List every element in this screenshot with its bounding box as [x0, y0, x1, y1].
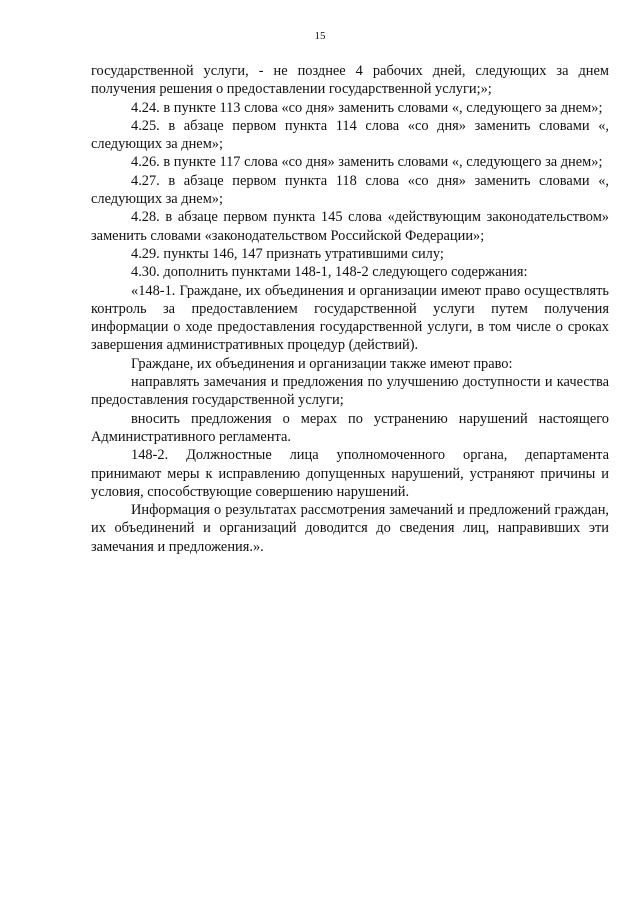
paragraph-continuation: государственной услуги, - не позднее 4 рабочих дней, следующих за днем получения решения о предоставлении государственной услуги;»; — [91, 63, 609, 98]
paragraph-item-4-24: 4.24. в пункте 113 слова «со дня» заменить словами «, следующего за днем»; — [131, 99, 603, 116]
paragraph-item-4-29: 4.29. пункты 146, 147 признать утратившими силу; — [131, 245, 444, 262]
document-body — [91, 62, 609, 556]
paragraph-item-4-28: 4.28. в абзаце первом пункта 145 слова «действующим законодательством» заменить словами «законодательством Российской Федерации»; — [91, 209, 609, 244]
paragraph-148-2: 148-2. Должностные лица уполномоченного органа, департамента принимают меры к исправлению допущенных нарушений, устраняют причины и условия, способствующие совершению нарушений. — [91, 447, 609, 500]
paragraph-item-4-25: 4.25. в абзаце первом пункта 114 слова «со дня» заменить словами «, следующих за днем»; — [91, 117, 609, 153]
paragraph-send-remarks: направлять замечания и предложения по улучшению доступности и качества предоставления государственной услуги; — [91, 374, 609, 409]
paragraph-item-4-30: 4.30. дополнить пунктами 148-1, 148-2 следующего содержания: — [131, 264, 528, 281]
paragraph-148-1: «148-1. Граждане, их объединения и организации имеют право осуществлять контроль за предоставлением государственной услуги путем получения информации о ходе предоставления государственной услуги, в том числе о сроках завершения административных процедур (действий). — [91, 282, 609, 354]
page-number: 15 — [314, 30, 326, 42]
paragraph-submit-proposals: вносить предложения о мерах по устранению нарушений настоящего Административного регламента. — [91, 410, 609, 445]
paragraph-results-info: Информация о результатах рассмотрения замечаний и предложений граждан, их объединений и организаций доводится до сведения лиц, направивших эти замечания и предложения.». — [91, 502, 609, 555]
paragraph-rights: Граждане, их объединения и организации также имеют право: — [131, 355, 513, 372]
paragraph-item-4-27: 4.27. в абзаце первом пункта 118 слова «со дня» заменить словами «, следующих за днем»; — [91, 172, 609, 208]
paragraph-item-4-26: 4.26. в пункте 117 слова «со дня» заменить словами «, следующего за днем»; — [131, 154, 603, 171]
